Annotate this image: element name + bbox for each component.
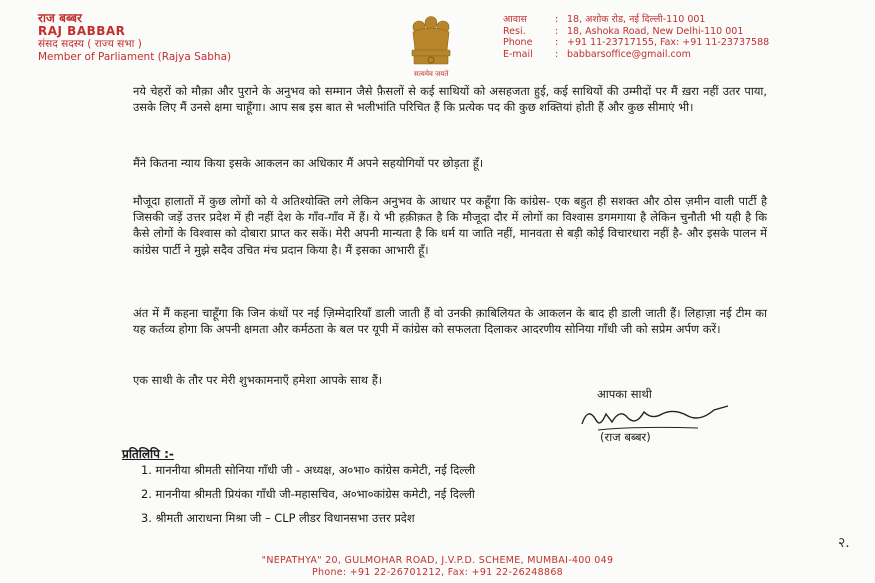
member-hindi: संसद सदस्य ( राज्य सभा ) xyxy=(38,38,142,50)
body-paragraph: एक साथी के तौर पर मेरी शुभकामनाएँ हमेशा आपके साथ हैं। xyxy=(133,373,383,387)
contact-row: Resi. : 18, Ashoka Road, New Delhi-110 001 xyxy=(503,25,744,37)
cc-list-item: 1. माननीया श्रीमती सोनिया गाँधी जी - अध्यक्ष, अ०भा० कांग्रेस कमेटी, नई दिल्ली xyxy=(141,463,476,477)
signer-name: (राज बब्बर) xyxy=(600,430,651,444)
cc-heading: प्रतिलिपि :- xyxy=(122,447,174,461)
member-english: Member of Parliament (Rajya Sabha) xyxy=(38,51,232,63)
emblem-caption: सत्यमेव जयते xyxy=(414,70,449,78)
letterhead-contact xyxy=(503,14,769,60)
footer-address: "NEPATHYA" 20, GULMOHAR ROAD, J.V.P.D. SCHEME, MUMBAI-400 049 xyxy=(261,555,614,566)
name-english: RAJ BABBAR xyxy=(38,24,126,38)
national-emblem-icon xyxy=(404,10,458,72)
name-hindi: राज बब्बर xyxy=(38,11,82,25)
sign-off: आपका साथी xyxy=(597,387,652,401)
body-paragraph: अंत में मैं कहना चाहूँगा कि जिन कंधों पर नई ज़िम्मेदारियाँ डाली जाती हैं वो उनकी क़ाबिलियत के आकलन के बाद ही डाली जाती हैं। लिहाज़ा नई टीम का यह कर्तव्य होगा कि अपनी क्षमता और कर्मठता के बल पर यूपी में कांग्रेस को सफलता दिलाकर आदरणीय सोनिया गाँधी जी को सप्रेम अर्पण करें। xyxy=(133,306,767,337)
letterhead-left xyxy=(38,12,231,64)
contact-row: आवास : 18, अशोक रोड, नई दिल्ली-110 001 xyxy=(503,14,706,25)
body-paragraph: नये चेहरों को मौक़ा और पुराने के अनुभव को सम्मान जैसे फ़ैसलों से कई साथियों को असहजता हुई, कई साथियों की उम्मीदों पर मैं ख़रा नहीं उतर पाया, उसके लिए मैं उनसे क्षमा चाहूँगा। आप सब इस बात से भलीभांति परिचित हैं कि प्रत्येक पद की कुछ शक्तियां होती हैं और कुछ सीमाएं भी। xyxy=(133,84,767,115)
contact-row: E-mail : babbarsoffice@gmail.com xyxy=(503,48,691,60)
cc-list-item: 3. श्रीमती आराधना मिश्रा जी – CLP लीडर विधानसभा उत्तर प्रदेश xyxy=(141,511,415,525)
contact-row: Phone : +91 11-23717155, Fax: +91 11-23737588 xyxy=(503,37,770,48)
page-number: २. xyxy=(838,535,850,551)
signature xyxy=(578,400,738,434)
footer-phones: Phone: +91 22-26701212, Fax: +91 22-26248868 xyxy=(311,567,564,578)
cc-list-item: 2. माननीया श्रीमती प्रियंका गाँधी जी-महासचिव, अ०भा०कांग्रेस कमेटी, नई दिल्ली xyxy=(141,487,475,501)
body-paragraph: मौजूदा हालातों में कुछ लोगों को ये अतिश्योक्ति लगे लेकिन अनुभव के आधार पर कहूँगा कि कांग्रेस- एक बहुत ही सशक्त और ठोस ज़मीन वाली पार्टी है जिसकी जड़ें उत्तर प्रदेश में ही नहीं देश के गाँव-गाँव में हैं। ये भी हक़ीक़त है कि मौजूदा दौर में लोगों का विश्वास डगमगाया है लेकिन चुनौती भी यही है कि कैसे लोगों के विश्वास को दोबारा प्राप्त कर सकें। मेरी अपनी मान्यता है कि धर्म या जाति नहीं, मानवता से बड़ी कोई विचारधारा नहीं है- और इसके पालन में कांग्रेस पार्टी ने मुझे सदैव उचित मंच प्रदान किया है। मैं इसका आभारी हूँ। xyxy=(133,194,767,257)
body-paragraph: मैंने कितना न्याय किया इसके आकलन का अधिकार मैं अपने सहयोगियों पर छोड़ता हूँ। xyxy=(133,156,484,170)
